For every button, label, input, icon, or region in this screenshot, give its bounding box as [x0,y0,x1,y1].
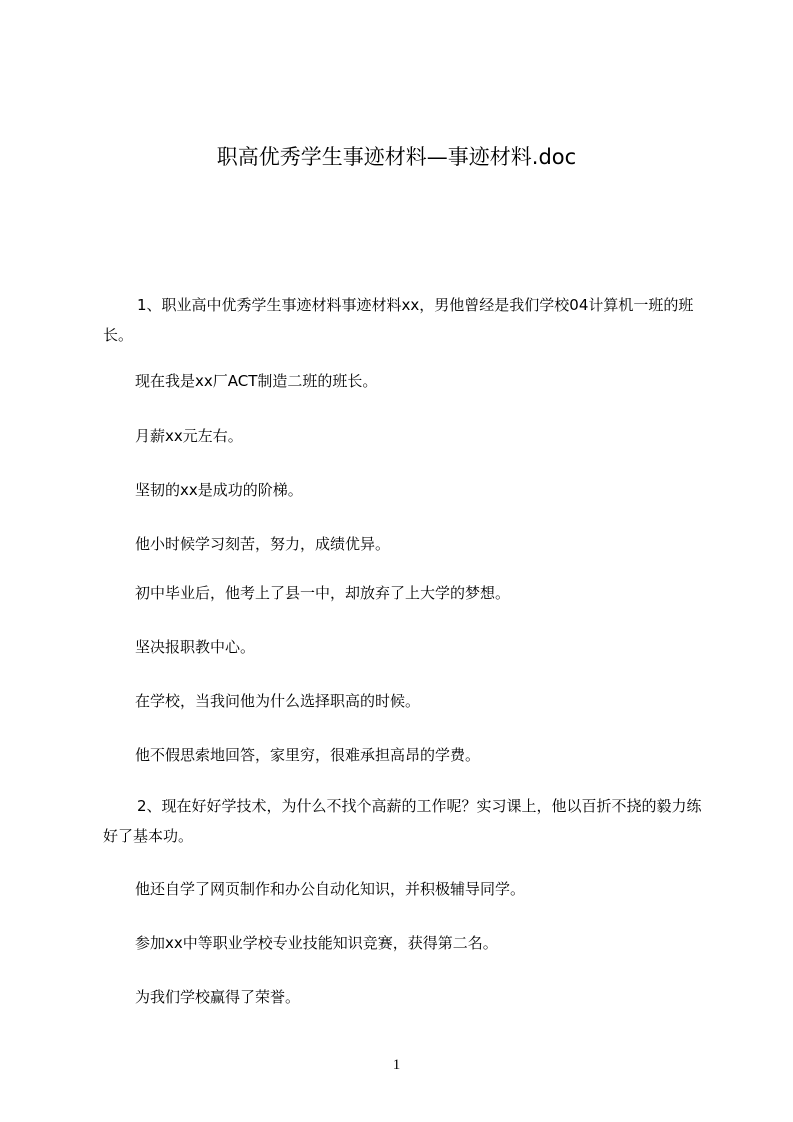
paragraph-4: 坚韧的xx是成功的阶梯。 [135,481,303,499]
page-number: 1 [392,1057,401,1073]
paragraph-3: 月薪xx元左右。 [135,427,243,445]
paragraph-11: 他还自学了网页制作和办公自动化知识，并积极辅导同学。 [135,880,526,898]
paragraph-1: 1、职业高中优秀学生事迹材料事迹材料xx，男他曾经是我们学校04计算机一班的班长。 [103,296,694,344]
paragraph-12: 参加xx中等职业学校专业技能知识竞赛，获得第二名。 [135,934,498,952]
paragraph-6: 初中毕业后，他考上了县一中，却放弃了上大学的梦想。 [135,584,511,602]
document-title: 职高优秀学生事迹材料—事迹材料.doc [216,145,577,169]
paragraph-13: 为我们学校赢得了荣誉。 [135,988,301,1006]
paragraph-10: 2、现在好好学技术，为什么不找个高薪的工作呢？实习课上，他以百折不挠的毅力练好了基本功。 [103,797,702,845]
paragraph-8: 在学校，当我问他为什么选择职高的时候。 [135,692,421,710]
paragraph-5: 他小时候学习刻苦，努力，成绩优异。 [135,535,391,553]
paragraph-2: 现在我是xx厂ACT制造二班的班长。 [135,372,378,390]
paragraph-7: 坚决报职教中心。 [135,638,256,656]
paragraph-9: 他不假思索地回答，家里穷，很难承担高昂的学费。 [135,746,481,764]
